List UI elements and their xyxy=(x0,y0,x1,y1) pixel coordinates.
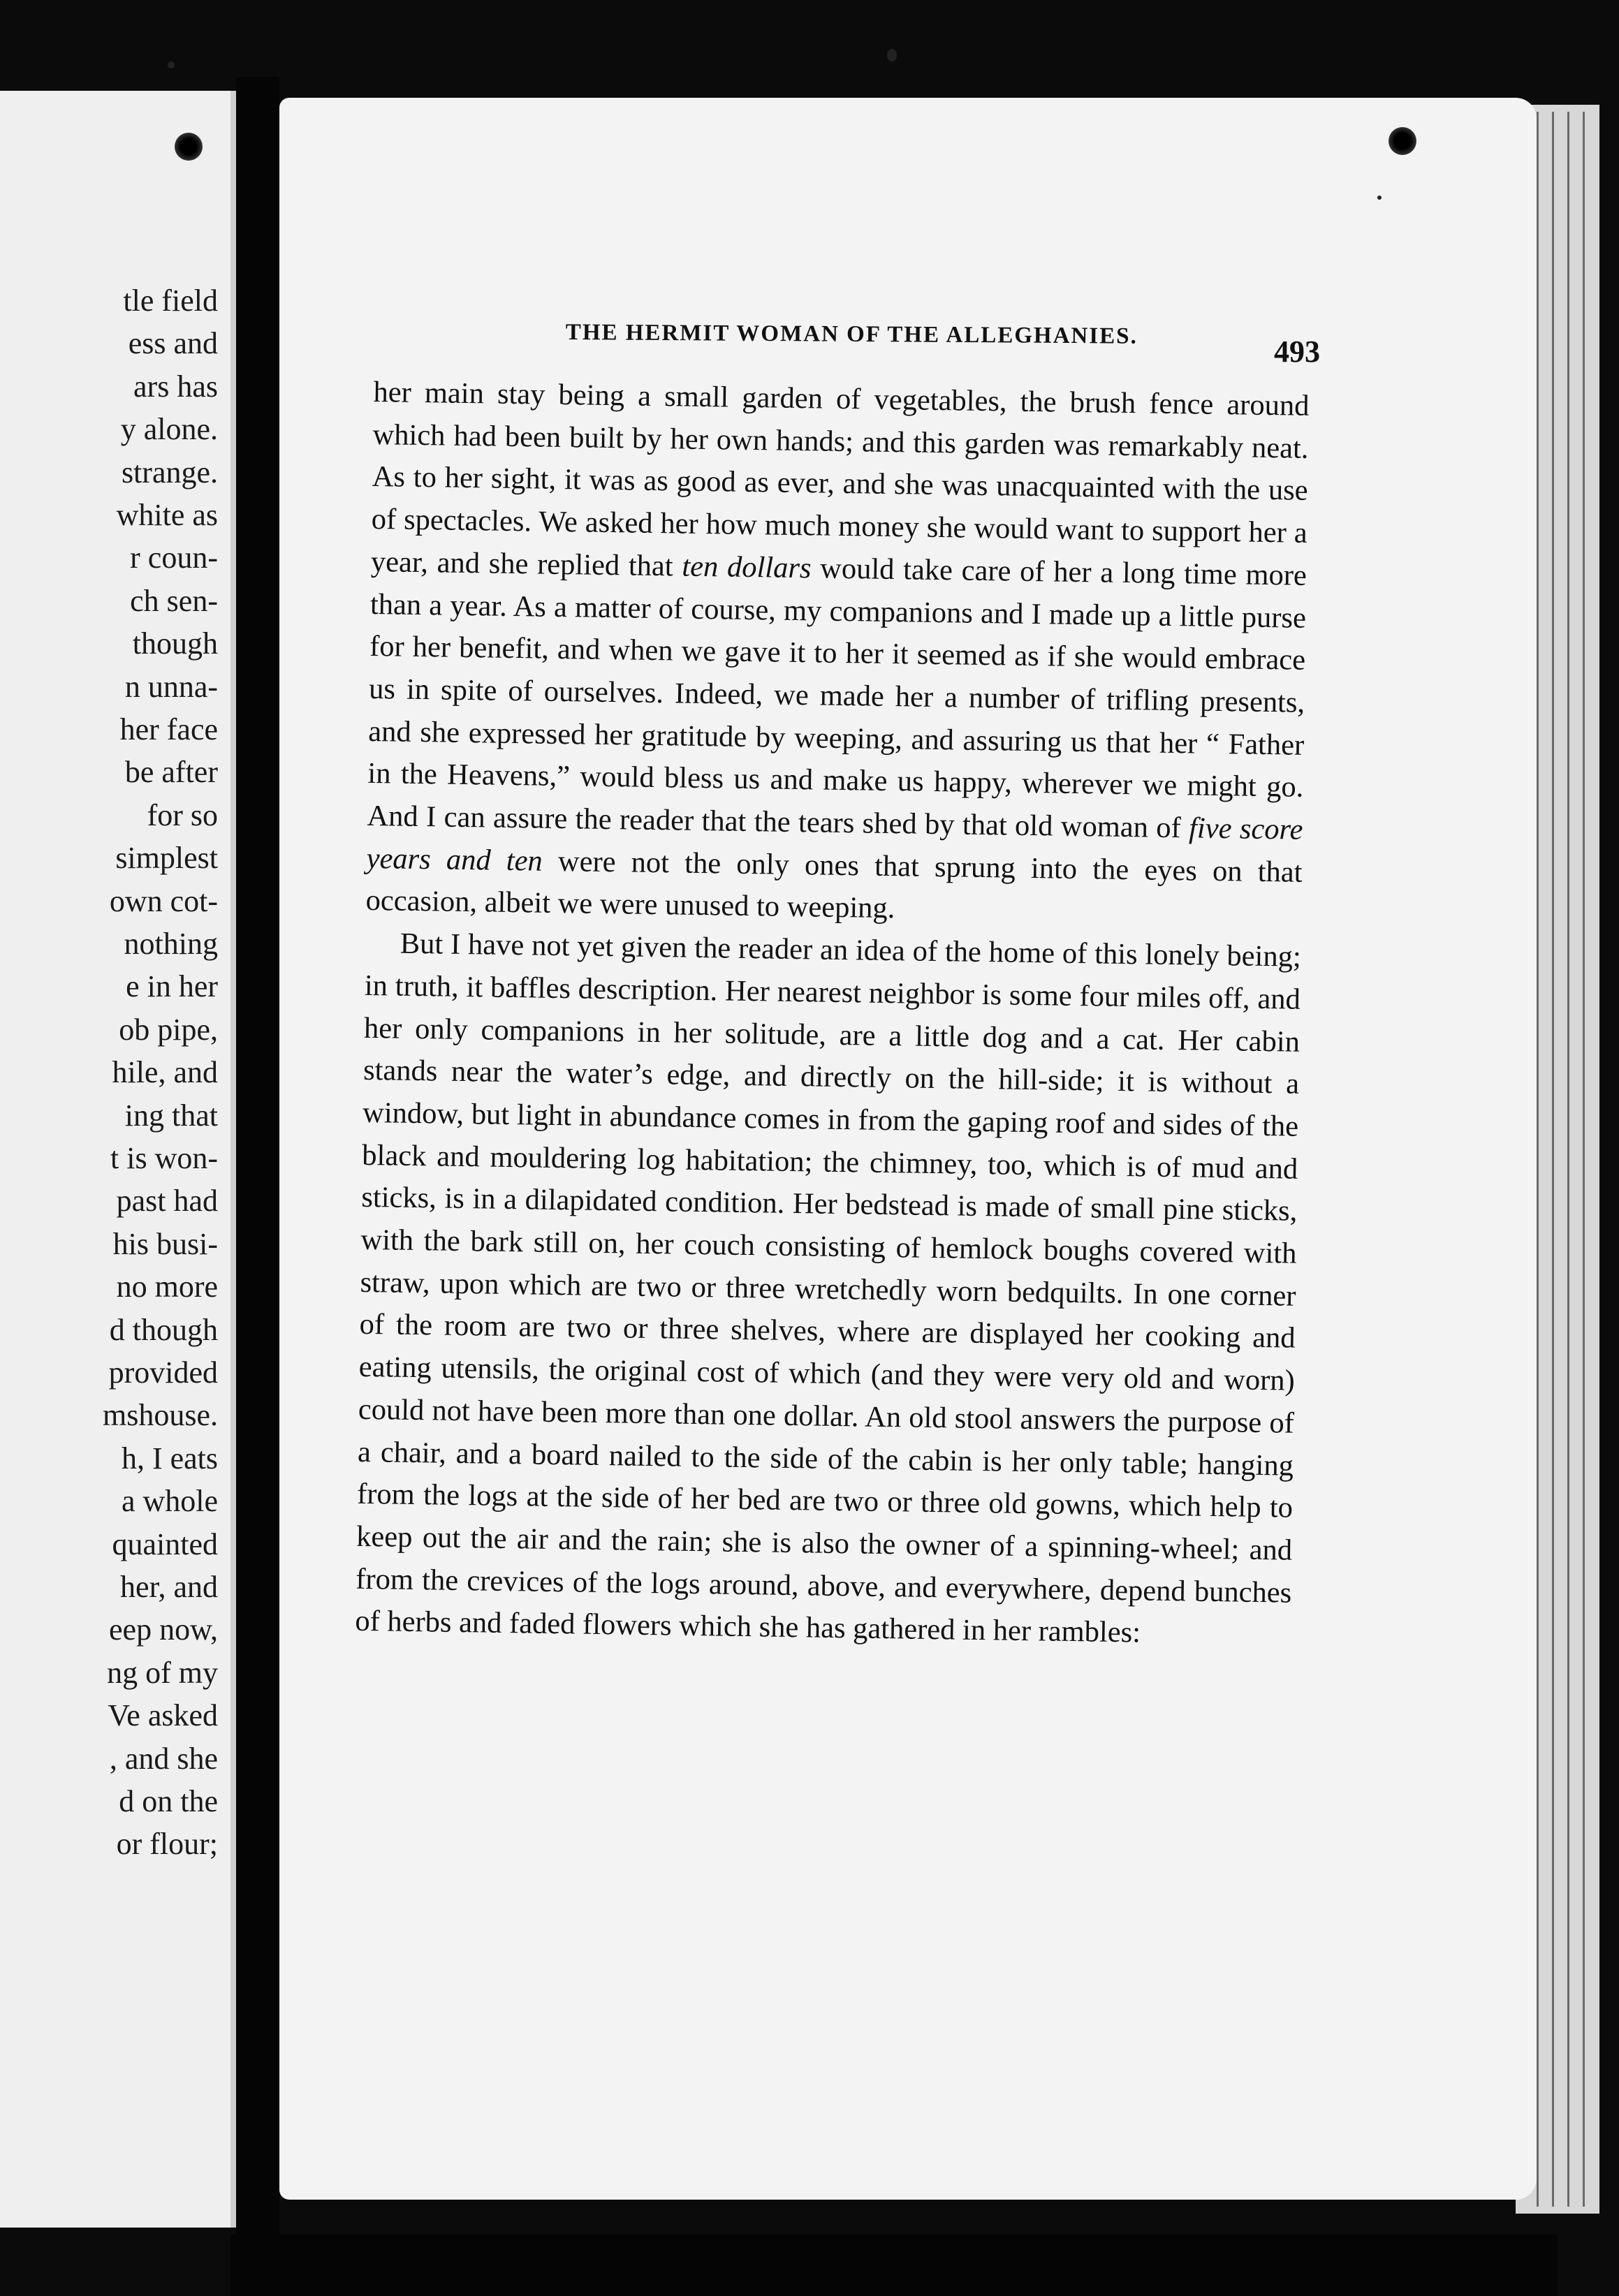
left-page-line: no more xyxy=(116,1270,218,1304)
left-page-line: quainted xyxy=(112,1526,218,1561)
page-number: 493 xyxy=(1274,334,1320,369)
italic-ten-dollars: ten dollars xyxy=(682,550,812,585)
scan-speck xyxy=(168,61,175,68)
left-page-line: e in her xyxy=(126,969,218,1004)
left-page-line: mshouse. xyxy=(103,1398,218,1433)
left-page-line: , and she xyxy=(109,1741,218,1776)
left-page-line: own cot- xyxy=(109,883,218,918)
paragraph-1-text-e: were not the only ones that sprung into the eyes on that occasion, albeit we were unused to weeping. xyxy=(365,844,1303,925)
scan-speck xyxy=(1377,196,1382,200)
left-page-line: ob pipe, xyxy=(119,1012,218,1047)
left-page-line: d on the xyxy=(119,1784,218,1818)
left-page-line: eep now, xyxy=(109,1612,218,1647)
left-page-line: n unna- xyxy=(124,669,218,704)
left-page-line: tle field xyxy=(123,284,218,318)
page-edge-line xyxy=(1537,112,1539,2207)
page-edge-line xyxy=(1583,112,1585,2207)
left-page-line: simplest xyxy=(115,841,218,876)
scan-speck xyxy=(887,49,897,61)
left-page-line: be after xyxy=(124,755,218,790)
left-page-line: provided xyxy=(108,1355,218,1390)
left-facing-page xyxy=(0,91,236,2228)
page-edge-line xyxy=(1552,112,1554,2207)
left-page-line: Ve asked xyxy=(108,1698,218,1733)
left-page-line: hile, and xyxy=(112,1055,218,1090)
paragraph-1 xyxy=(365,371,1310,936)
left-page-line: ch sen- xyxy=(130,583,218,618)
left-page-line: his busi- xyxy=(112,1226,218,1261)
left-page-line: y alone. xyxy=(120,412,218,447)
paragraph-1-text-a: her main stay being a small garden of vegetables, the brush fence around which had been built by her own hands; and this garden was remarkably neat. As to her sight, it was as good as ever, and she was unacquainted with the use of spectacles. We asked her how much money she would want to support her a year, and she replied that xyxy=(370,375,1310,583)
left-page-line: h, I eats xyxy=(121,1441,218,1476)
left-page-line: her face xyxy=(119,712,218,746)
paragraph-1-text-c: would take care of her a long time more than a year. As a matter of course, my companions and I made up a little purse for her benefit, and when we gave it to her it seemed as if she would embrace us in spite of ourselves. Indeed, we made her a number of trifling presents, and she expressed her gratitude by weeping, and assuring us that her “ Father in the Heavens,” would bless us and make us happy, wherever we might go. And I can assure the reader that the tears shed by that old woman of xyxy=(367,552,1307,845)
binding-hole-right xyxy=(1389,127,1416,155)
left-page-line: strange. xyxy=(121,455,218,490)
left-page-line: white as xyxy=(116,498,218,532)
left-page-line: nothing xyxy=(124,927,218,961)
left-page-line: r coun- xyxy=(130,540,218,575)
body-text xyxy=(355,371,1310,1657)
left-page-line: or flour; xyxy=(116,1827,218,1862)
italic-five-score-years: five score years and ten xyxy=(366,811,1303,878)
paragraph-2: But I have not yet given the reader an idea of the home of this lonely being; in truth, it baffles description. Her nearest neighbor is some four miles off, and her only companions in her solitude, are a little dog and a cat. Her cabin stands near the water’s edge, and directly on the hill-side; it is without a window, but light in abundance comes in from the gaping roof and sides of the black and mouldering log habitation; the chimney, too, which is of mud and sticks, is in a dilapidated condition. Her bedstead is made of small pine sticks, with the bark still on, her couch consisting of hemlock boughs covered with straw, upon which are two or three wretchedly worn bedquilts. In one corner of the room are two or three shelves, where are displayed her cooking and eating utensils, the original cost of which (and they were very old and worn) could not have been more than one dollar. An old stool answers the purpose of a chair, and a board nailed to the side of the cabin is her only table; hanging from the logs at the side of her bed are two or three old gowns, which help to keep out the air and the rain; she is also the owner of a spinning-wheel; and from the crevices of the logs around, above, and everywhere, depend bunches of herbs and faded flowers which she has gathered in her rambles: xyxy=(355,927,1302,1649)
binding-hole-left xyxy=(175,133,203,161)
page-edge-line xyxy=(1567,112,1569,2207)
left-page-line: t is won- xyxy=(110,1141,218,1175)
left-page-line: d though xyxy=(109,1312,218,1347)
left-page-line: ng of my xyxy=(107,1655,218,1690)
left-page-line: though xyxy=(132,626,218,661)
scan-bottom-border xyxy=(230,2235,1558,2296)
book-gutter xyxy=(236,77,279,2262)
left-page-line: ars has xyxy=(133,369,218,404)
left-page-line: ing that xyxy=(124,1098,218,1133)
left-page-line: her, and xyxy=(120,1570,218,1604)
left-page-line: a whole xyxy=(121,1484,218,1519)
left-page-line: for so xyxy=(147,797,218,832)
left-page-line: past had xyxy=(116,1184,218,1219)
running-head: THE HERMIT WOMAN OF THE ALLEGHANIES. xyxy=(565,320,1138,349)
left-page-line: ess and xyxy=(128,326,218,361)
